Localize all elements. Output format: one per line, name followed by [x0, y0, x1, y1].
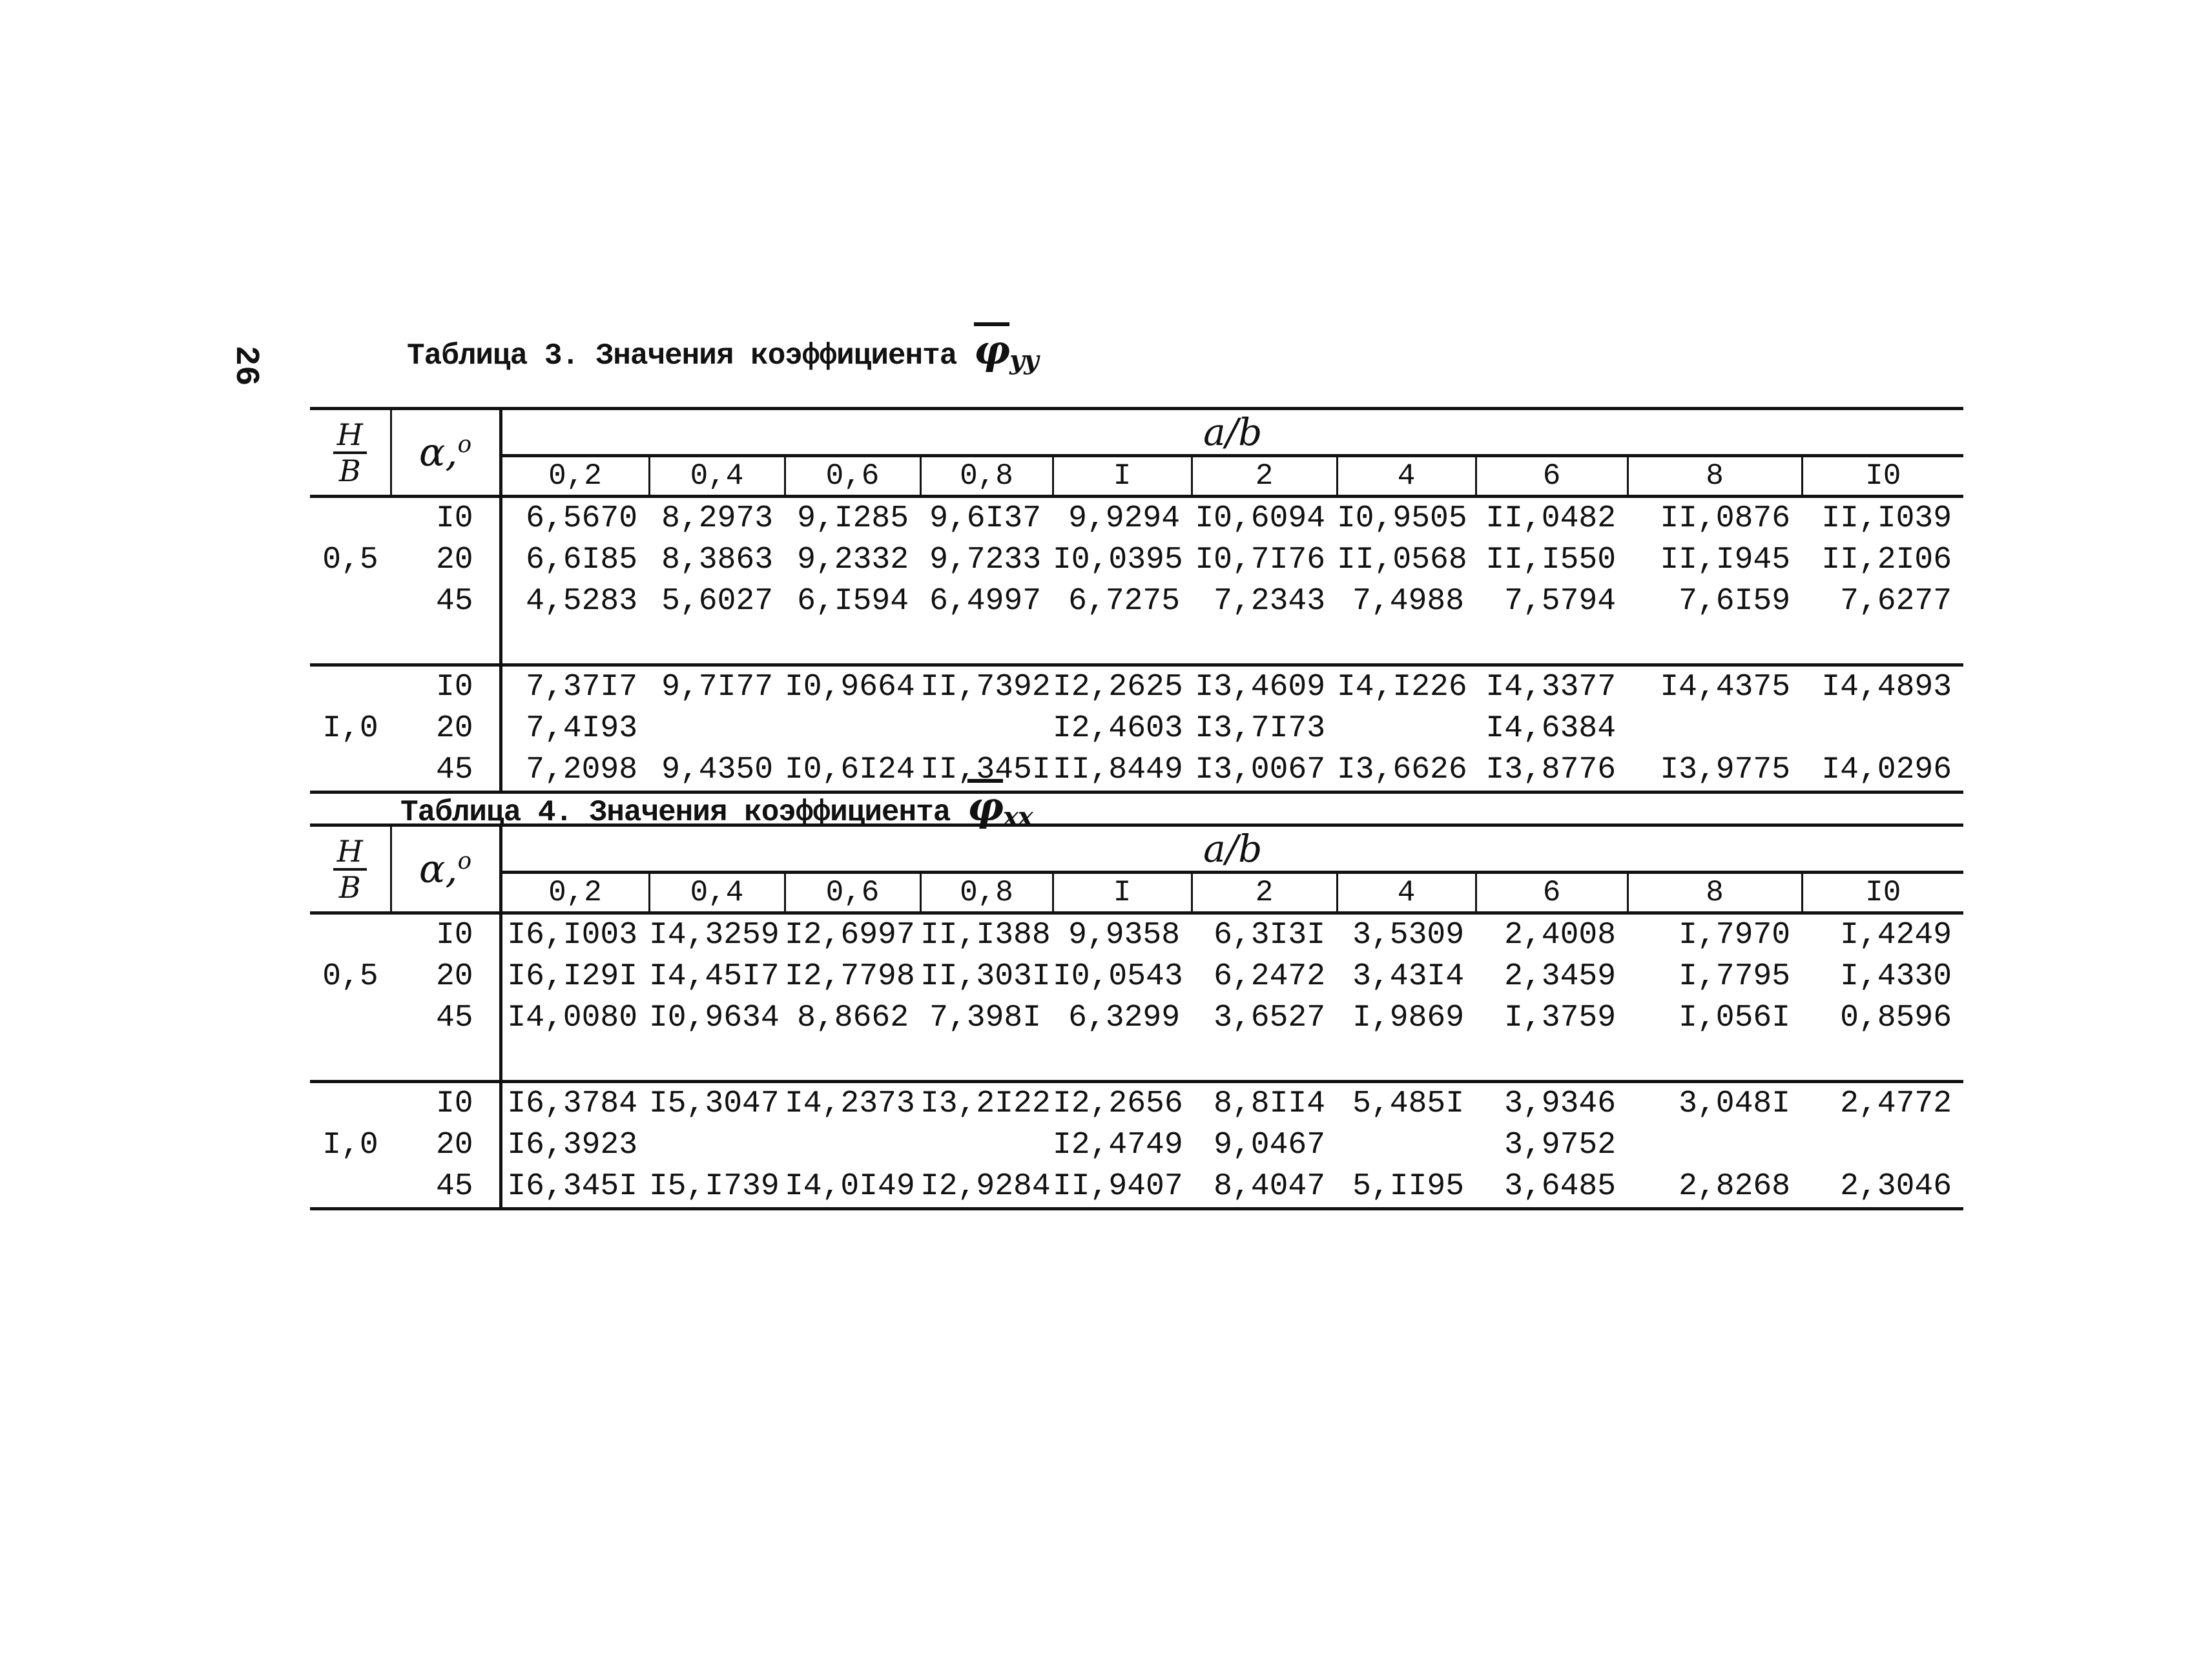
column-header-row	[310, 456, 1963, 497]
value-cell: 6,6I85	[526, 543, 637, 577]
hb-cell: I,0	[310, 1082, 391, 1209]
value-cell: 2,3046	[1802, 1166, 1963, 1209]
ab-header: a/b	[501, 409, 1963, 456]
value-cell: 9,0467	[1214, 1128, 1325, 1163]
table3-caption	[407, 326, 1039, 375]
column-header: 0,2	[501, 456, 649, 497]
phi-yy-symbol: $\overline{\varphi}_{yy}$	[973, 326, 1039, 375]
value-cell: II,2I06	[1821, 543, 1952, 577]
column-header: 0,2	[501, 873, 649, 913]
value-cell: 2,4772	[1802, 1082, 1963, 1125]
value-cell: 7,2098	[501, 749, 649, 792]
hb-cell: 0,5	[310, 913, 391, 1039]
table-row	[310, 497, 1963, 540]
value-cell: I2,4749	[1053, 1128, 1183, 1163]
alpha-cell: 45	[391, 581, 501, 622]
alpha-cell: 20	[391, 539, 501, 581]
value-cell: I3,9775	[1628, 749, 1802, 792]
value-cell	[1337, 708, 1476, 749]
value-cell	[785, 708, 920, 749]
value-cell: 7,398I	[929, 1000, 1041, 1035]
value-cell	[649, 708, 785, 749]
value-cell: 8,8662	[797, 1000, 909, 1035]
column-header: 0,6	[785, 456, 920, 497]
value-cell: 7,5794	[1504, 584, 1616, 619]
value-cell: 5,485I	[1337, 1082, 1476, 1125]
value-cell: 0,8596	[1840, 1000, 1952, 1035]
value-cell: II,345I	[920, 749, 1053, 792]
value-cell: I0,0543	[1053, 959, 1183, 994]
column-header: 0,6	[785, 873, 920, 913]
column-header: I	[1053, 873, 1192, 913]
alpha-cell: 20	[391, 708, 501, 749]
value-cell: 4,5283	[526, 584, 637, 619]
column-header: 2	[1192, 456, 1337, 497]
value-cell: 9,7233	[929, 543, 1041, 577]
alpha-header: α,$^o$	[391, 409, 501, 497]
value-cell	[1802, 708, 1963, 749]
value-cell: I4,4375	[1628, 665, 1802, 709]
page-number: 26	[227, 346, 265, 386]
column-header: 6	[1476, 873, 1628, 913]
column-header: 2	[1192, 873, 1337, 913]
alpha-cell: I0	[391, 497, 501, 540]
value-cell: I0,6094	[1192, 497, 1337, 540]
column-header: 4	[1337, 456, 1476, 497]
alpha-cell: 20	[391, 956, 501, 997]
value-cell	[1802, 1124, 1963, 1166]
value-cell: I5,3047	[649, 1082, 785, 1125]
value-cell	[1337, 1124, 1476, 1166]
value-cell	[1628, 708, 1802, 749]
value-cell: I4,0I49	[785, 1166, 920, 1209]
value-cell: I6,I003	[501, 913, 649, 957]
value-cell: I3,6626	[1337, 749, 1476, 792]
value-cell	[920, 708, 1053, 749]
value-cell: I2,2656	[1053, 1082, 1192, 1125]
table-row	[310, 997, 1963, 1039]
hb-header: H B	[310, 409, 391, 497]
table-row	[310, 539, 1963, 581]
value-cell: 9,6I37	[920, 497, 1053, 540]
alpha-cell: 45	[391, 749, 501, 792]
value-cell: I4,4893	[1802, 665, 1963, 709]
value-cell: 2,3459	[1504, 959, 1616, 994]
column-header: 8	[1628, 873, 1802, 913]
value-cell: II,303I	[920, 959, 1051, 994]
value-cell: I3,2I22	[920, 1082, 1053, 1125]
value-cell: 6,2472	[1214, 959, 1325, 994]
group-gap	[310, 1039, 1963, 1082]
value-cell: I6,3923	[507, 1128, 637, 1163]
value-cell: II,0568	[1337, 543, 1467, 577]
alpha-cell: I0	[391, 665, 501, 709]
value-cell: I3,7I73	[1195, 711, 1325, 746]
value-cell: I4,2373	[785, 1082, 920, 1125]
column-header: 0,4	[649, 456, 785, 497]
value-cell: 6,3I3I	[1192, 913, 1337, 957]
value-cell: II,I550	[1485, 543, 1616, 577]
value-cell	[785, 1124, 920, 1166]
value-cell: I4,3259	[649, 913, 785, 957]
phi-xx-symbol: $\overline{\varphi}_{xx}$	[967, 783, 1033, 832]
value-cell: 9,9358	[1053, 913, 1192, 957]
table3	[310, 407, 1963, 794]
alpha-cell: 20	[391, 1124, 501, 1166]
value-cell: I,9869	[1352, 1000, 1464, 1035]
value-cell: I4,0296	[1802, 749, 1963, 792]
value-cell: 9,2332	[797, 543, 909, 577]
value-cell: 9,9294	[1053, 497, 1192, 540]
value-cell: I6,345I	[501, 1166, 649, 1209]
value-cell: II,0482	[1476, 497, 1628, 540]
value-cell: I,056I	[1679, 1000, 1790, 1035]
value-cell: I0,9664	[785, 665, 920, 709]
alpha-cell: I0	[391, 1082, 501, 1125]
value-cell: I2,7798	[785, 959, 915, 994]
value-cell: 7,4988	[1352, 584, 1464, 619]
hb-cell: I,0	[310, 665, 391, 792]
value-cell: 7,6277	[1840, 584, 1952, 619]
table-row	[310, 665, 1963, 709]
value-cell: 6,4997	[929, 584, 1041, 619]
column-header: I0	[1865, 459, 1901, 493]
alpha-cell: 45	[391, 1166, 501, 1209]
column-header: 0,8	[920, 456, 1053, 497]
value-cell: 6,I594	[797, 584, 909, 619]
value-cell: 9,7I77	[649, 665, 785, 709]
value-cell: 2,8268	[1628, 1166, 1802, 1209]
column-header: 8	[1628, 456, 1802, 497]
value-cell: I4,0080	[507, 1000, 637, 1035]
group-gap	[310, 622, 1963, 665]
alpha-cell: I0	[391, 913, 501, 957]
table-row	[310, 1124, 1963, 1166]
value-cell: I6,3784	[501, 1082, 649, 1125]
value-cell: 9,4350	[649, 749, 785, 792]
value-cell: I,4249	[1802, 913, 1963, 957]
value-cell: I0,9634	[649, 1000, 780, 1035]
hb-cell: 0,5	[310, 497, 391, 623]
value-cell: I,3759	[1504, 1000, 1616, 1035]
value-cell: II,7392	[920, 665, 1053, 709]
value-cell: I3,8776	[1476, 749, 1628, 792]
value-cell: I2,6997	[785, 913, 920, 957]
column-header: 6	[1476, 456, 1628, 497]
value-cell: 3,9752	[1504, 1128, 1616, 1163]
value-cell: 3,5309	[1337, 913, 1476, 957]
table3-caption-text: Таблица 3. Значения коэффициента	[407, 339, 957, 373]
value-cell: II,I945	[1660, 543, 1790, 577]
column-header: 0,8	[920, 873, 1053, 913]
table4-caption-text: Таблица 4. Значения коэффициента	[400, 796, 951, 829]
value-cell: 8,4047	[1192, 1166, 1337, 1209]
value-cell: 7,6I59	[1679, 584, 1790, 619]
value-cell: I4,45I7	[649, 959, 780, 994]
value-cell: I,4330	[1840, 959, 1952, 994]
value-cell	[920, 1124, 1053, 1166]
value-cell: I3,0067	[1192, 749, 1337, 792]
value-cell: 8,2973	[649, 497, 785, 540]
value-cell: 6,3299	[1068, 1000, 1180, 1035]
column-header: I0	[1865, 876, 1901, 909]
value-cell: I5,I739	[649, 1166, 785, 1209]
value-cell: I0,9505	[1337, 497, 1476, 540]
value-cell: I0,7I76	[1195, 543, 1325, 577]
table-row	[310, 1166, 1963, 1209]
table-row	[310, 913, 1963, 957]
value-cell: I3,4609	[1192, 665, 1337, 709]
value-cell: I4,I226	[1337, 665, 1476, 709]
value-cell: 5,6027	[661, 584, 773, 619]
table-row	[310, 956, 1963, 997]
value-cell: I6,I29I	[507, 959, 637, 994]
table-row	[310, 581, 1963, 622]
value-cell: II,I388	[920, 913, 1053, 957]
ab-header: a/b	[501, 825, 1963, 873]
value-cell: 3,43I4	[1352, 959, 1464, 994]
value-cell: 2,4008	[1476, 913, 1628, 957]
value-cell: 8,8II4	[1192, 1082, 1337, 1125]
value-cell: 3,6485	[1476, 1166, 1628, 1209]
column-header-row	[310, 873, 1963, 913]
value-cell: 8,3863	[661, 543, 773, 577]
column-header: 4	[1337, 873, 1476, 913]
value-cell: 3,9346	[1476, 1082, 1628, 1125]
value-cell	[649, 1124, 785, 1166]
value-cell: 7,2343	[1214, 584, 1325, 619]
alpha-header: α,$^o$	[391, 825, 501, 913]
value-cell: 9,I285	[785, 497, 920, 540]
value-cell: I2,9284	[920, 1166, 1053, 1209]
value-cell: I0,0395	[1053, 543, 1183, 577]
value-cell: II,I039	[1802, 497, 1963, 540]
value-cell: 7,4I93	[526, 711, 637, 746]
value-cell: I0,6I24	[785, 749, 920, 792]
value-cell: 6,7275	[1068, 584, 1180, 619]
value-cell: 3,048I	[1628, 1082, 1802, 1125]
column-header: 0,4	[649, 873, 785, 913]
value-cell: II,0876	[1628, 497, 1802, 540]
value-cell: I4,6384	[1485, 711, 1616, 746]
value-cell: II,8449	[1053, 749, 1192, 792]
value-cell: I4,3377	[1476, 665, 1628, 709]
value-cell: II,9407	[1053, 1166, 1192, 1209]
table-row	[310, 1082, 1963, 1125]
value-cell: I2,2625	[1053, 665, 1192, 709]
value-cell: 3,6527	[1214, 1000, 1325, 1035]
table4	[310, 823, 1963, 1210]
value-cell: 7,37I7	[501, 665, 649, 709]
value-cell: 5,II95	[1337, 1166, 1476, 1209]
value-cell: I,7795	[1679, 959, 1790, 994]
table-row	[310, 708, 1963, 749]
column-header: I	[1053, 456, 1192, 497]
value-cell: 6,5670	[501, 497, 649, 540]
hb-header: H B	[310, 825, 391, 913]
value-cell: I,7970	[1628, 913, 1802, 957]
value-cell	[1628, 1124, 1802, 1166]
alpha-cell: 45	[391, 997, 501, 1039]
value-cell: I2,4603	[1053, 711, 1183, 746]
